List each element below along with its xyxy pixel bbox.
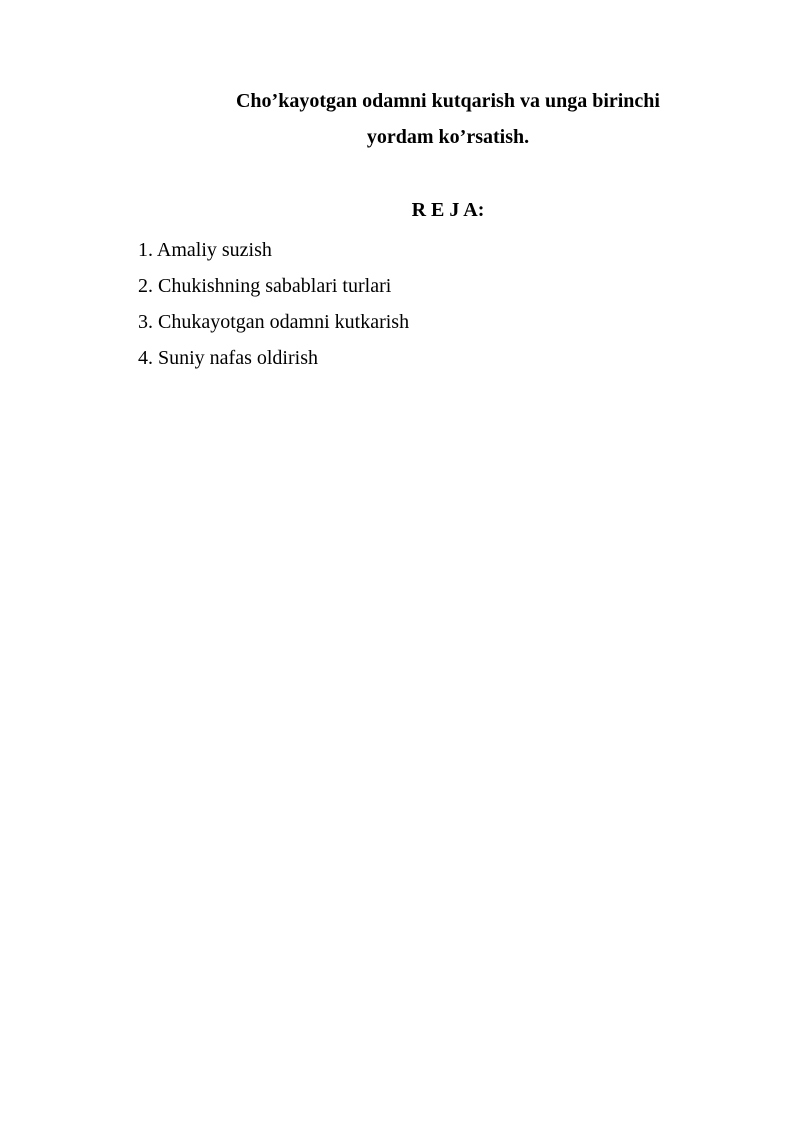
plan-item: 3. Chukayotgan odamni kutkarish — [138, 311, 410, 333]
plan-heading: R E J A: — [411, 199, 485, 221]
document-title-line-1: Cho’kayotgan odamni kutqarish va unga birinchi — [235, 90, 660, 112]
plan-item: 4. Suniy nafas oldirish — [138, 347, 318, 369]
document-title-line-2: yordam ko’rsatish. — [366, 126, 530, 148]
plan-item: 1. Amaliy suzish — [138, 239, 272, 261]
plan-list — [138, 232, 409, 376]
plan-item: 2. Chukishning sabablari turlari — [138, 275, 392, 297]
